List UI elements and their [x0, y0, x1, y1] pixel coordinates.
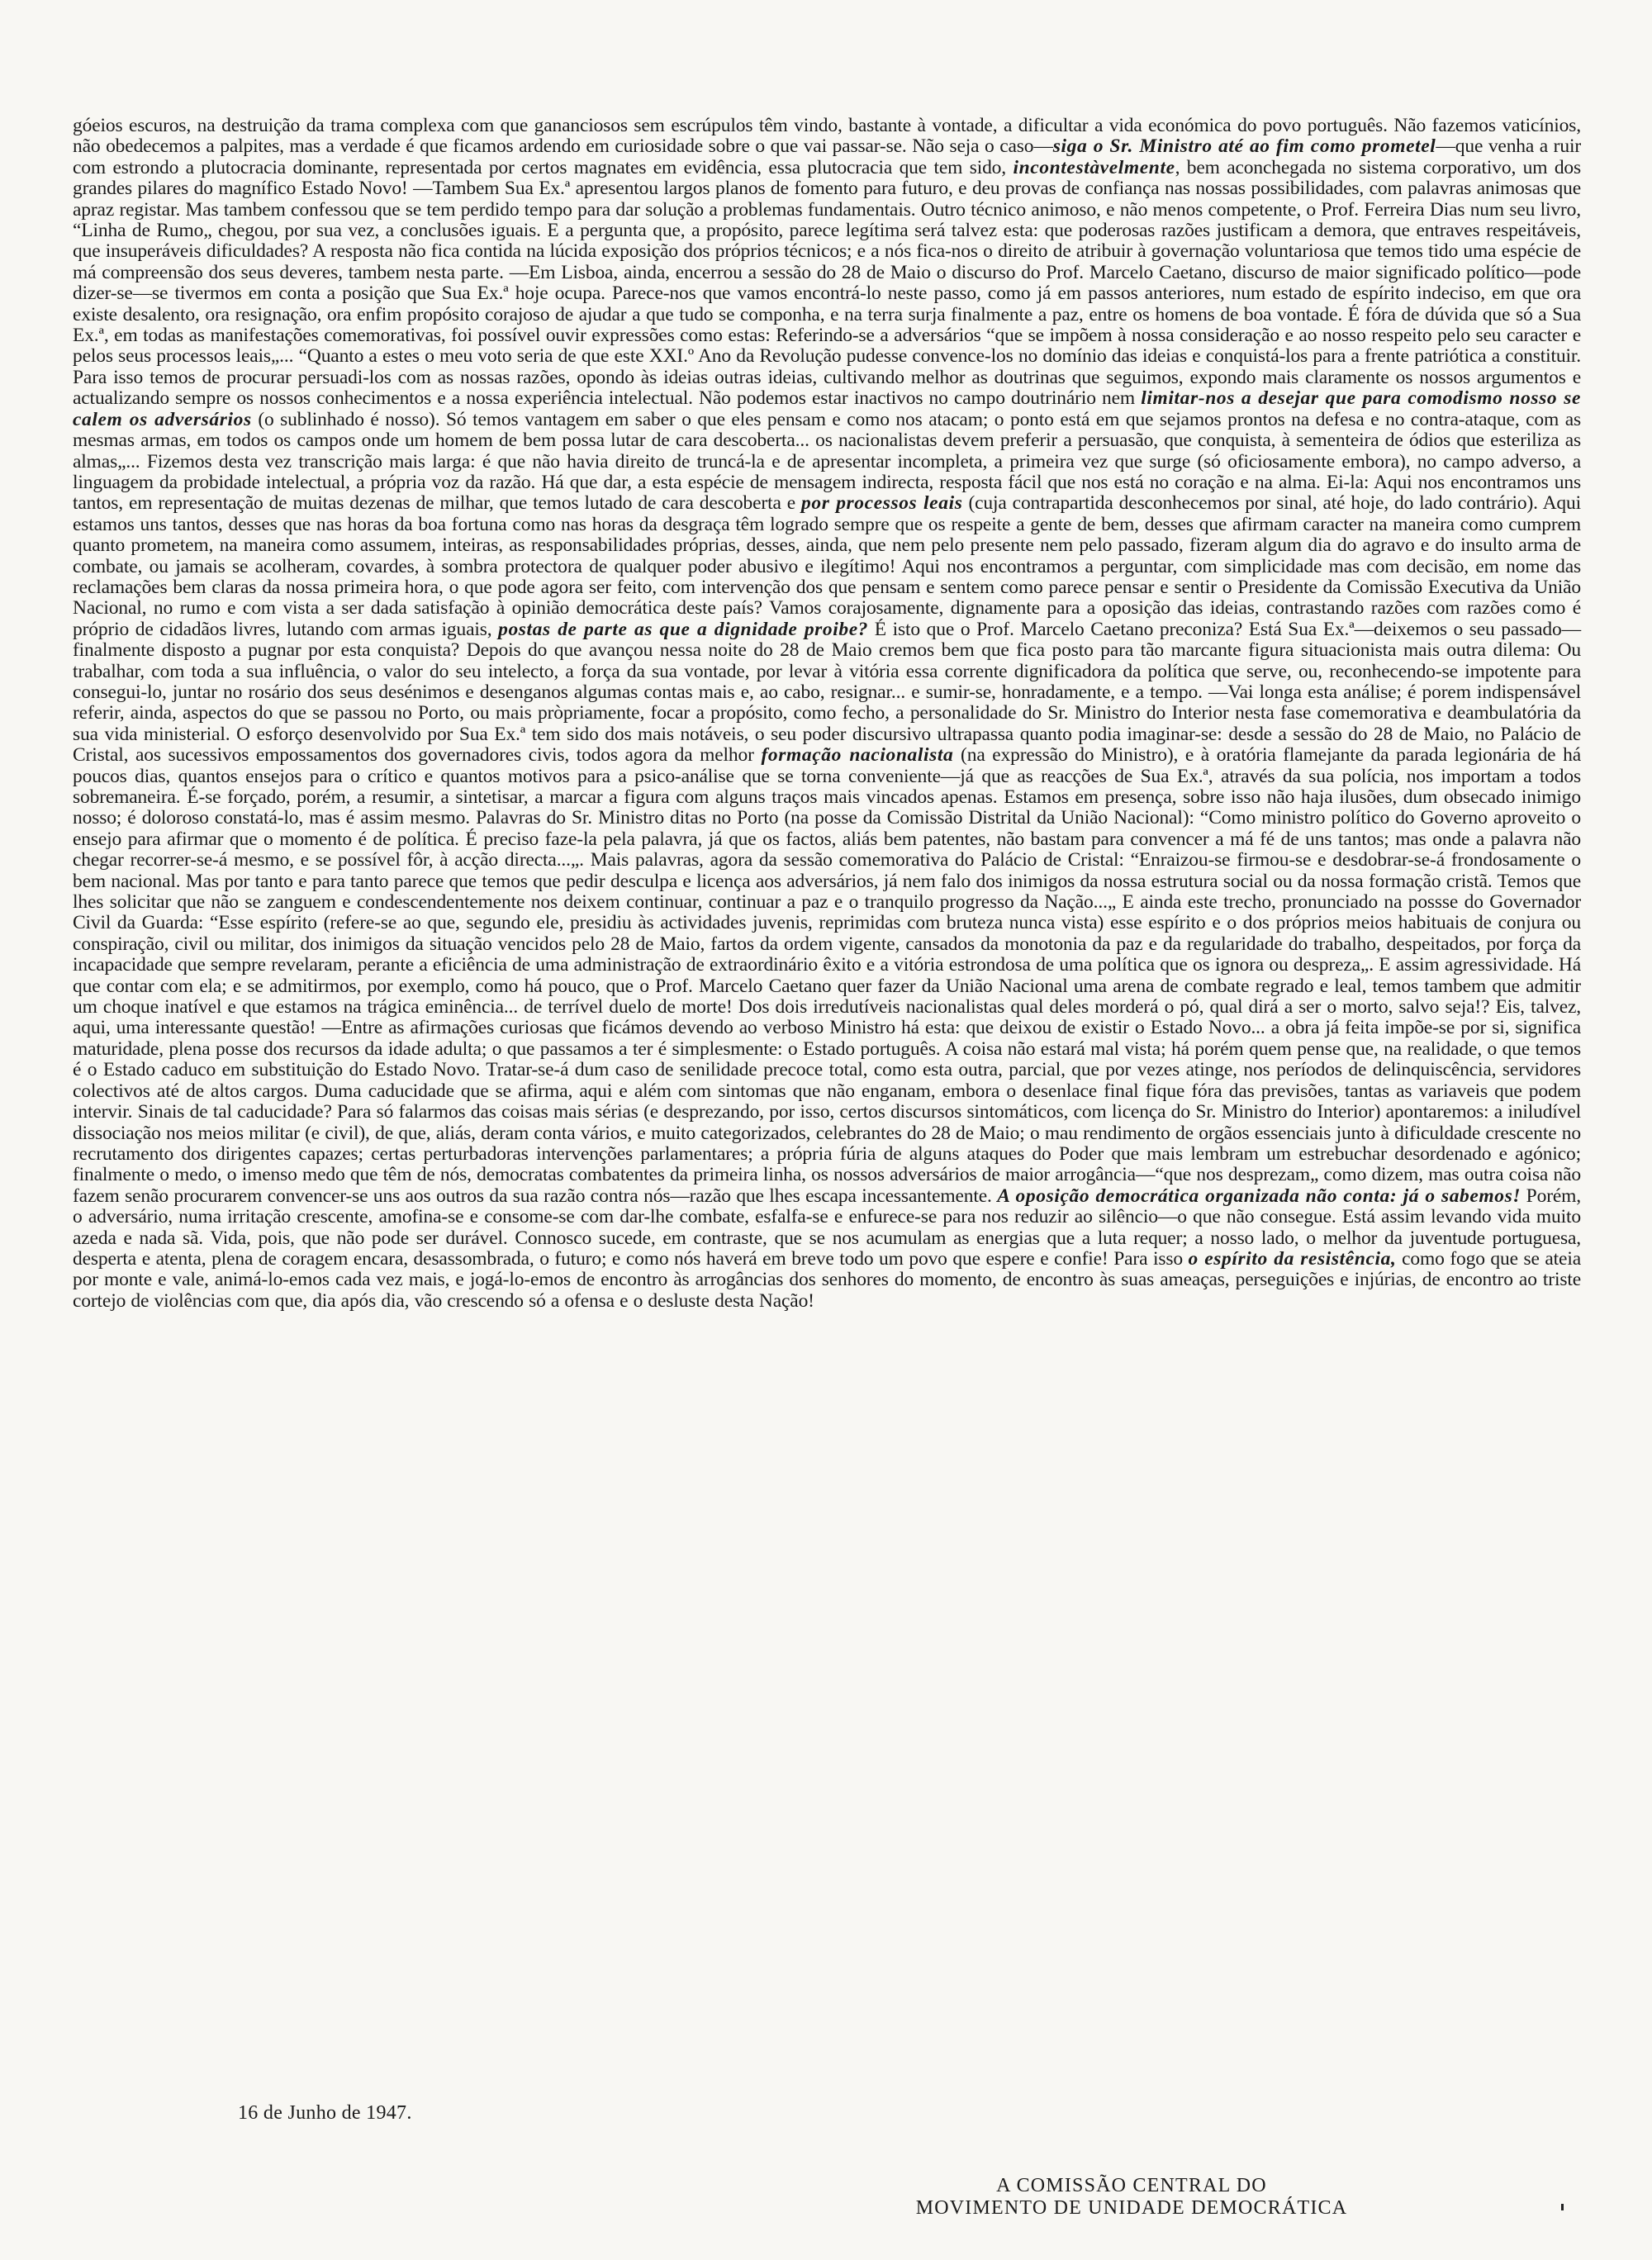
- text-run: góeios escuros, na destruição da trama complexa com que gananciosos sem escrúpulos têm vindo, bastante à vontade, a dificultar a vida económica do povo português. Não fazemos vaticínios, não obedecemos a palpites, mas a verdade é que ficamos ardendo em curiosidade sobre o que vai passar-se. Não seja o caso—: [73, 115, 1581, 158]
- emphasized-text: postas de parte as que a dignidade proibe?: [498, 618, 869, 640]
- text-run: como fogo que se ateia por monte e vale, animá-lo-emos cada vez mais, e jogá-lo-emos de encontro às arrogâncias dos senhores do momento, de encontro às suas ameaças, perseguições e injúrias, de encontro ao triste cortejo de violências com que, dia após dia, vão crescendo só a ofensa e o desluste desta Nação!: [73, 1247, 1581, 1312]
- emphasized-text: A oposição democrática organizada não conta: já o sabemos!: [997, 1185, 1521, 1207]
- text-run: , bem aconchegada no sistema corporativo, um dos grandes pilares do magnífico Estado Novo! —Tambem Sua Ex.ª apresentou largos planos de fomento para futuro, e deu provas de confiança nas nossas possibilidades, com palavras animosas que apraz registar. Mas tambem confessou que se tem perdido tempo para dar solução a problemas fundamentais. Outro técnico animoso, e não menos competente, o Prof. Ferreira Dias num seu livro, “Linha de Rumo„ chegou, por sua vez, a conclusões iguais. E a pergunta que, a propósito, parece legítima será talvez esta: que poderosas razões justificam a demora, que entraves respeitáveis, que insuperáveis dificuldades? A resposta não fica contida na lúcida exposição dos próprios técnicos; e a nós fica-nos o direito de atribuir à governação voluntariosa que temos tido uma espécie de má compreensão dos seus deveres, tambem nesta parte. —Em Lisboa, ainda, encerrou a sessão do 28 de Maio o discurso do Prof. Marcelo Caetano, discurso de maior significado político—pode dizer-se—se tivermos em conta a posição que Sua Ex.ª hoje ocupa. Parece-nos que vamos encontrá-lo neste passo, como já em passos anteriores, num estado de espírito indeciso, em que ora existe desalento, ora resignação, ora enfim propósito corajoso de ajudar a que tudo se componha, e na terra surja finalmente a paz, entre os homens de boa vontade. É fóra de dúvida que só a Sua Ex.ª, em todas as manifestações comemorativas, foi possível ouvir expressões como estas: Referindo-se a adversários “que se impõem à nossa consideração e ao nosso respeito pelo seu caracter e pelos seus processos leais„... “Quanto a estes o meu voto seria de que este XXI.º Ano da Revolução pudesse convence-los no domínio das ideias e conquistá-los para a frente patriótica a constituir. Para isso temos de procurar persuadi-los com as nossas razões, opondo às ideias outras ideias, cultivando melhor as doutrinas que seguimos, expondo mais claramente os nossos argumentos e actualizando sempre os nossos conhecimentos e a nossa experiência intelectual. Não podemos estar inactivos no campo doutrinário nem: [73, 156, 1582, 410]
- text-run: (o sublinhado é nosso). Só temos vantagem em saber o que eles pensam e como nos atacam; o ponto está em que sejamos prontos na defesa e no contra-ataque, com as mesmas armas, em todos os campos onde um homem de bem possa lutar de cara descoberta... os nacionalistas devem preferir a persuasão, que conquista, à sementeira de ódios que esteriliza as almas„... Fizemos desta vez transcrição mais larga: é que não havia direito de truncá-la e de apresentar incompleta, a primeira vez que surge (só oficiosamente embora), no campo adverso, a linguagem da probidade intelectual, a própria voz da razão. Há que dar, a esta espécie de mensagem indirecta, resposta fácil que nos está no coração e na alma. Ei-la: Aqui nos encontramos uns tantos, em representação de muitas dezenas de milhar, que temos lutado de cara descoberta e: [73, 408, 1581, 515]
- emphasized-text: o espírito da resistência,: [1188, 1247, 1397, 1270]
- emphasized-text: siga o Sr. Ministro até ao fim como prometel: [1052, 135, 1436, 158]
- signature-line-1: A COMISSÃO CENTRAL DO: [996, 2175, 1267, 2196]
- emphasized-text: formação nacionalista: [761, 744, 954, 767]
- signature-block: [859, 2175, 1404, 2220]
- emphasized-text: limitar-nos a desejar que para comodismo nosso se calem os adversários: [73, 387, 1582, 430]
- emphasized-text: por processos leais: [801, 492, 963, 515]
- ink-speck: [1561, 2204, 1564, 2210]
- text-run: (cuja contrapartida desconhecemos por sinal, até hoje, do lado contrário). Aqui estamos uns tantos, desses que nas horas da boa fortuna como nas horas da desgraça têm logrado sempre que os respeite a gente de bem, desses que afirmam caracter na maneira como cumprem quanto prometem, na maneira como assumem, inteiras, as responsabilidades próprias, desses, ainda, que nem pelo presente nem pelo passado, fizeram algum dia do agravo e do insulto arma de combate, ou jamais se acolheram, covardes, à sombra protectora de qualquer poder abusivo e ilegítimo! Aqui nos encontramos a perguntar, com simplicidade mas com decisão, em nome das reclamações bem claras da nossa primeira hora, o que pode agora ser feito, com intervenção dos que pensam e sentem como parece pensar e sentir o Presidente da Comissão Executiva da União Nacional, no rumo e com vista a ser dada satisfação à opinião democrática deste país? Vamos corajosamente, dignamente para a oposição das ideias, contrastando razões com razões como é próprio de cidadãos livres, lutando com armas iguais,: [73, 492, 1582, 640]
- document-date: 16 de Junho de 1947.: [238, 2102, 412, 2124]
- signature-line-2: MOVIMENTO DE UNIDADE DEMOCRÁTICA: [915, 2197, 1348, 2219]
- text-run: (na expressão do Ministro), e à oratória flamejante da parada legionária de há poucos dias, quantos ensejos para o crítico e quantos motivos para a psico-análise que se torna conveniente—já que as reacções de Sua Ex.ª, através da sua polícia, nos importam a todos sobremaneira. É-se forçado, porém, a resumir, a sintetisar, a marcar a figura com alguns traços mais vincados apenas. Estamos em presença, sobre isso não haja ilusões, dum obsecado inimigo nosso; é doloroso constatá-lo, mas é assim mesmo. Palavras do Sr. Ministro ditas no Porto (na posse da Comissão Distrital da União Nacional): “Como ministro político do Governo aproveito o ensejo para afirmar que o momento é de política. É preciso faze-la pela palavra, já que os factos, aliás bem patentes, não bastam para convencer a má fé de uns tantos; mas onde a palavra não chegar recorrer-se-á mesmo, e se possível fôr, à acção directa...„. Mais palavras, agora da sessão comemorativa do Palácio de Cristal: “Enraizou-se firmou-se e desdobrar-se-á frondosamente o bem nacional. Mas por tanto e para tanto parece que temos que pedir desculpa e licença aos adversários, já nem falo dos inimigos da nossa estrutura social ou da nossa formação cristã. Temos que lhes solicitar que não se zanguem e condescendentemente nos deixem continuar, continuar a paz e o tranquilo progresso da Nação...„ E ainda este trecho, pronunciado na possse do Governador Civil da Guarda: “Esse espírito (refere-se ao que, segundo ele, presidiu às actividades juvenis, reprimidas com bruteza nunca vista) esse espírito e o dos próprios meios habituais de conjura ou conspiração, civil ou militar, dos inimigos da situação vencidos pelo 28 de Maio, fartos da ordem vigente, cansados da monotonia da paz e da regularidade do trabalho, despeitados, por força da incapacidade que sempre revelaram, perante a eficiência de uma administração de extraordinário êxito e a vitória estrondosa de uma política que os ignora ou despreza„. E assim agressividade. Há que contar com ela; e se admitirmos, por exemplo, como há pouco, que o Prof. Marcelo Caetano quer fazer da União Nacional uma arena de combate regrado e leal, temos tambem que admitir um choque inatível e que estamos na trágica eminência... de terrível duelo de morte! Dos dois irredutíveis nacionalistas qual deles morderá o pó, qual dirá a ser o morto, salvo seja!? Eis, talvez, aqui, uma interessante questão! —Entre as afirmações curiosas que ficámos devendo ao verboso Ministro há esta: que deixou de existir o Estado Novo... a obra já feita impõe-se por si, significa maturidade, plena posse dos recursos da idade adulta; o que passamos a ter é simplesmente: o Estado português. A coisa não estará mal vista; há porém quem pense que, na realidade, o que temos é o Estado caduco em substituição do Estado Novo. Tratar-se-á dum caso de senilidade precoce total, como esta outra, parcial, que por vezes atinge, nos períodos de delinquiscência, servidores colectivos até de altos cargos. Duma caducidade que se afirma, aqui e além com sintomas que não enganam, embora o desenlace final fique fóra das previsões, tantas as variaveis que podem intervir. Sinais de tal caducidade? Para só falarmos das coisas mais sérias (e desprezando, por isso, certos discursos sintomáticos, com licença do Sr. Ministro do Interior) apontaremos: a iniludível dissociação nos meios militar (e civil), de que, aliás, deram conta vários, e muito categorizados, celebrantes do 28 de Maio; o mau rendimento de orgãos essenciais junto à dificuldade crescente no recrutamento dos dirigentes capazes; certas perturbadoras intervenções parlamentares; a própria fúria de alguns ataques do Poder que mais lembram um estrebuchar desordenado e agónico; finalmente o medo, o imenso medo que têm de nós, democratas combatentes da primeira linha, os nossos adversários de maior arrogância—“que nos desprezam„ como dizem, mas outra coisa não fazem senão procurarem convencer-se uns aos outros da sua razão contra nós—razão que lhes escapa incessantemente.: [73, 744, 1581, 1207]
- body-text: [73, 116, 1581, 1312]
- body-paragraph: [73, 116, 1581, 1312]
- text-run: É isto que o Prof. Marcelo Caetano preconiza? Está Sua Ex.ª—deixemos o seu passado—finalmente disposto a pugnar por esta conquista? Depois do que avançou nessa noite do 28 de Maio cremos bem que fica posto para tão marcante figura situacionista mais outra dilema: Ou trabalhar, com toda a sua influência, o valor do seu intelecto, a força da sua vontade, por levar à vitória essa corrente dignificadora da política que serve, ou, reconhecendo-se impotente para consegui-lo, juntar no rosário dos seus desénimos e desenganos algumas contas mais e, ao cabo, resignar... e sumir-se, honradamente, e a tempo. —Vai longa esta análise; é porem indispensável referir, ainda, aspectos do que se passou no Porto, ou mais pròpriamente, focar a propósito, como fecho, a personalidade do Sr. Ministro do Interior nesta fase comemorativa e deambulatória da sua vida ministerial. O esforço desenvolvido por Sua Ex.ª tem sido dos mais notáveis, o seu poder discursivo ultrapassa quanto podia imaginar-se: desde a sessão do 28 de Maio, no Palácio de Cristal, aos sucessivos empossamentos dos governadores civis, todos agora da melhor: [73, 618, 1581, 767]
- text-run: —que venha a ruir com estrondo a plutocracia dominante, representada por certos magnates em evidência, essa plutocracia que tem sido,: [73, 135, 1581, 178]
- text-run: Porém, o adversário, numa irritação crescente, amofina-se e consome-se com dar-lhe combate, esfalfa-se e enfurece-se para nos reduzir ao silêncio—o que não consegue. Está assim levando vida muito azeda e nada sã. Vida, pois, que não pode ser durável. Connosco sucede, em contraste, que se nos acumulam as energias que a luta requer; a nosso lado, o melhor da juventude portuguesa, desperta e atenta, plena de coragem encara, desassombrada, o futuro; e como nós haverá em breve todo um povo que espere e confie! Para isso: [73, 1185, 1581, 1270]
- emphasized-text: incontestàvelmente: [1013, 156, 1175, 178]
